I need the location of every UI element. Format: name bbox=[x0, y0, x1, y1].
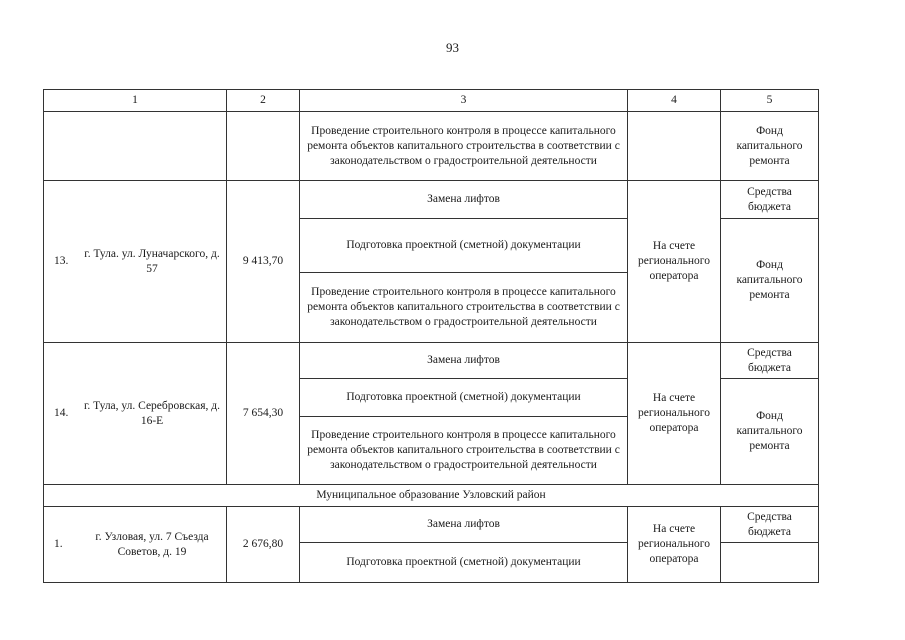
row-14-source-fund: Фонд капитального ремонта bbox=[721, 379, 819, 485]
row-13-address: г. Тула. ул. Луначарского, д. 57 bbox=[84, 247, 220, 275]
row-14-address: г. Тула, ул. Серебровская, д. 16-Е bbox=[83, 399, 221, 427]
row-14-amount: 7 654,30 bbox=[227, 343, 300, 485]
row-13-work-1: Замена лифтов bbox=[300, 181, 628, 219]
uzl-row-address-cell bbox=[44, 507, 227, 583]
header-col-4: 4 bbox=[628, 90, 721, 112]
header-col-3: 3 bbox=[300, 90, 628, 112]
uzl-row-account: На счете регионального оператора bbox=[628, 507, 721, 583]
row-14-work-1: Замена лифтов bbox=[300, 343, 628, 379]
row-13-line-1 bbox=[44, 181, 819, 219]
uzl-row-address: г. Узловая, ул. 7 Съезда Советов, д. 19 bbox=[95, 530, 209, 558]
row-13-number: 13. bbox=[54, 255, 69, 267]
row-14-work-3: Проведение строительного контроля в процессе капитального ремонта объектов капитального строительства в соответствии с законодательством о градостроительной деятельности bbox=[300, 417, 628, 485]
uzl-row-work-2: Подготовка проектной (сметной) документации bbox=[300, 543, 628, 583]
uzl-row-number: 1. bbox=[54, 538, 63, 550]
continuation-col-2 bbox=[227, 112, 300, 181]
row-14-address-cell bbox=[44, 343, 227, 485]
uzl-row-work-1: Замена лифтов bbox=[300, 507, 628, 543]
section-title-row bbox=[44, 485, 819, 507]
section-title: Муниципальное образование Узловский район bbox=[44, 485, 819, 507]
page-number: 93 bbox=[446, 40, 459, 55]
header-row bbox=[44, 90, 819, 112]
row-13-address-cell bbox=[44, 181, 227, 343]
uzl-row-source-budget: Средства бюджета bbox=[721, 507, 819, 543]
header-col-1: 1 bbox=[44, 90, 227, 112]
continuation-col-1 bbox=[44, 112, 227, 181]
continuation-row bbox=[44, 112, 819, 181]
row-14-source-budget: Средства бюджета bbox=[721, 343, 819, 379]
row-14-work-2: Подготовка проектной (сметной) документации bbox=[300, 379, 628, 417]
continuation-col-4 bbox=[628, 112, 721, 181]
row-13-account: На счете регионального оператора bbox=[628, 181, 721, 343]
row-13-source-budget: Средства бюджета bbox=[721, 181, 819, 219]
uzl-row-line-1 bbox=[44, 507, 819, 543]
uzl-row-source-empty bbox=[721, 543, 819, 583]
header-col-2: 2 bbox=[227, 90, 300, 112]
row-13-work-3: Проведение строительного контроля в процессе капитального ремонта объектов капитального строительства в соответствии с законодательством о градостроительной деятельности bbox=[300, 273, 628, 343]
row-13-source-fund: Фонд капитального ремонта bbox=[721, 219, 819, 343]
capital-repair-table bbox=[43, 89, 819, 583]
row-13-work-2: Подготовка проектной (сметной) документации bbox=[300, 219, 628, 273]
continuation-work: Проведение строительного контроля в процессе капитального ремонта объектов капитального строительства в соответствии с законодательством о градостроительной деятельности bbox=[300, 112, 628, 181]
row-13-amount: 9 413,70 bbox=[227, 181, 300, 343]
row-14-number: 14. bbox=[54, 407, 69, 419]
row-14-line-1 bbox=[44, 343, 819, 379]
row-14-account: На счете регионального оператора bbox=[628, 343, 721, 485]
continuation-source: Фонд капитального ремонта bbox=[721, 112, 819, 181]
uzl-row-amount: 2 676,80 bbox=[227, 507, 300, 583]
header-col-5: 5 bbox=[721, 90, 819, 112]
